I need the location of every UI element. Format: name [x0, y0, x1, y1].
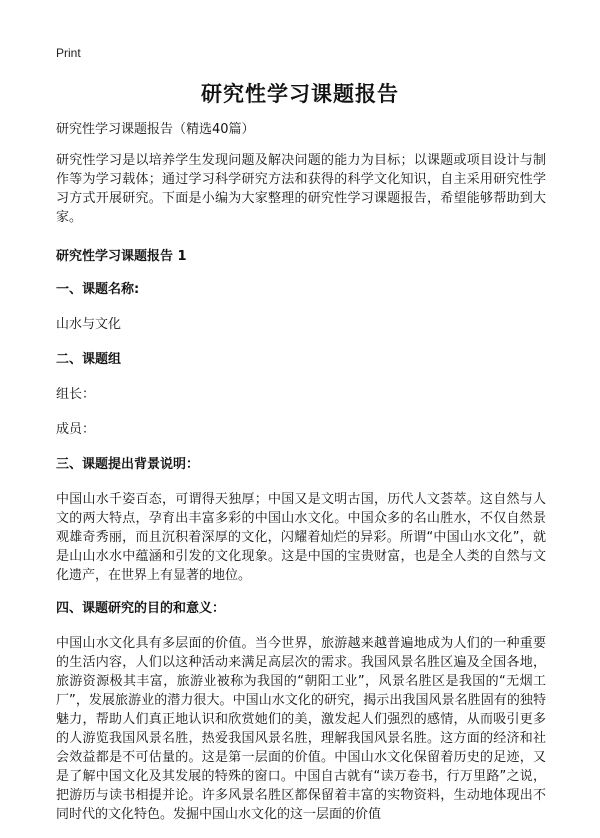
purpose-paragraph: 中国山水文化具有多层面的价值。当今世界，旅游越来越普遍地成为人们的一种重要的生活内容，人们以这种活动来满足高层次的需求。我国风景名胜区遍及全国各地，旅游资源极其丰富，旅游业被称为我国的“朝阳工业”，风景名胜区是我国的“无烟工厂”，发展旅游业的潜力很大。中国山水文化的研究，揭示出我国风景名胜固有的独特魅力，帮助人们真正地认识和欣赏她们的美，激发起人们强烈的感情，从而吸引更多的人游览我国风景名胜，热爱我国风景名胜，理解我国风景名胜。这方面的经济和社会效益都是不可估量的。这是第一层面的价值。中国山水文化保留着历史的足迹，又是了解中国文化及其发展的特殊的窗口。中国自古就有“读万卷书，行万里路”之说，把游历与读书相提并论。许多风景名胜区都保留着丰富的实物资料，生动地体现出不同时代的文化特色。发掘中国山水文化的这一层面的价值	[56, 636, 546, 822]
print-label[interactable]: Print	[56, 46, 81, 60]
intro-paragraph: 研究性学习是以培养学生发现问题及解决问题的能力为目标；以课题或项目设计与制作等为学习载体；通过学习科学研究方法和获得的科学文化知识，自主采用研究性学习方式开展研究。下面是小编为大家整理的研究性学习课题报告，希望能够帮助到大家。	[56, 153, 546, 225]
group-heading: 二、课题组	[56, 352, 122, 367]
report-heading: 研究性学习课题报告 1	[56, 249, 187, 264]
document-body	[56, 120, 546, 838]
background-heading: 三、课题提出背景说明：	[56, 457, 200, 472]
topic-name-heading: 一、课题名称:	[56, 282, 140, 297]
background-paragraph: 中国山水千姿百态，可谓得天独厚；中国又是文明古国，历代人文荟萃。这自然与人文的两大特点，孕育出丰富多彩的中国山水文化。中国众多的名山胜水，不仅自然景观雄奇秀丽，而且沉积着深厚的文化，闪耀着灿烂的异彩。所谓“中国山水文化”，就是山山水水中蕴涵和引发的文化现象。这是中国的宝贵财富，也是全人类的自然与文化遗产，在世界上有显著的地位。	[56, 492, 546, 583]
topic-name-value: 山水与文化	[56, 317, 122, 332]
leader-label: 组长：	[56, 387, 96, 402]
document-subtitle: 研究性学习课题报告（精选40篇）	[56, 122, 255, 137]
members-label: 成员：	[56, 422, 96, 437]
page-title: 研究性学习课题报告	[201, 82, 399, 106]
purpose-heading: 四、课题研究的目的和意义：	[56, 601, 226, 616]
